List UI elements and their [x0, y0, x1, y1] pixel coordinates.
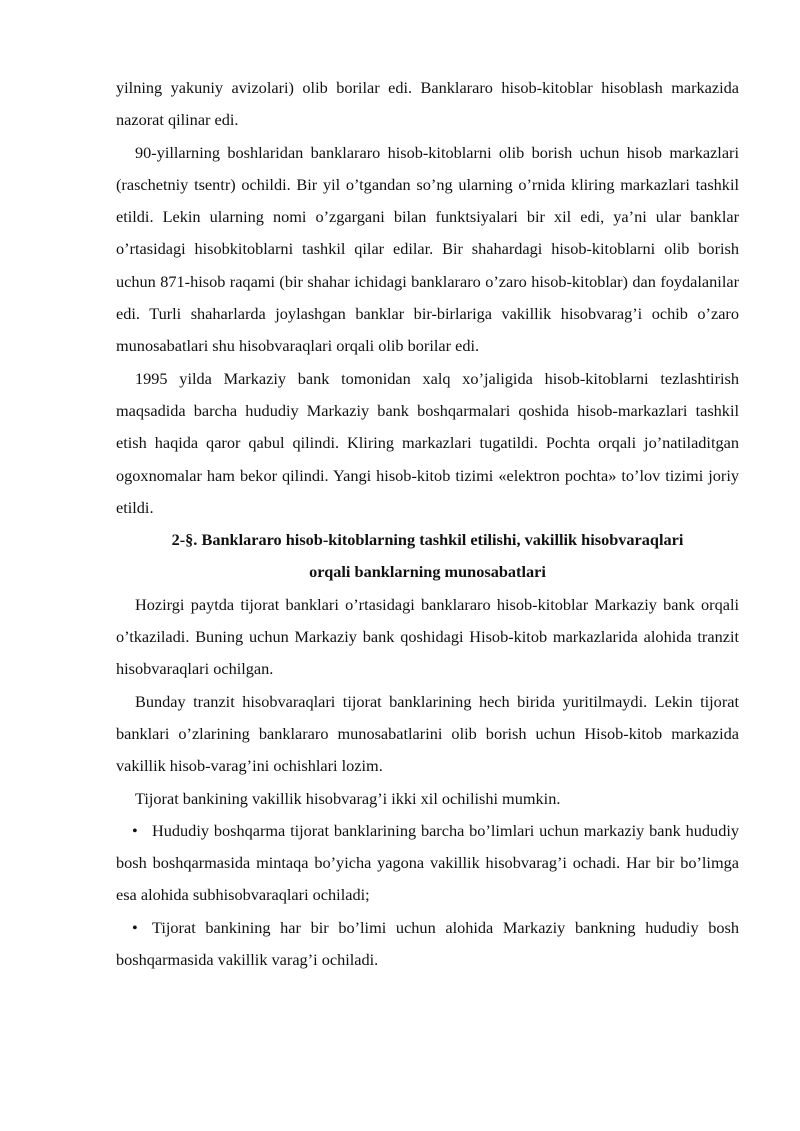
paragraph-90s-history: 90-yillarning boshlaridan banklararo hisob-kitoblarni olib borish uchun hisob markazlari (raschetniy tsentr) ochildi. Bir yil o’tgandan so’ng ularning o’rnida kliring markazlari tashkil etildi. Lekin ularning nomi o’zgargani bilan funktsiyalari bir xil edi, ya’ni ular banklar o’rtasidagi hisobkitoblarni tashkil qilar edilar. Bir shahardagi hisob-kitoblarni olib borish uchun 871-hisob raqami (bir shahar ichidagi banklararo o’zaro hisob-kitoblar) dan foydalanilar edi. Turli shaharlarda joylashgan banklar bir-birlariga vakillik hisobvarag’i ochib o’zaro munosabatlari shu hisobvaraqlari orqali olib borilar edi. [116, 142, 739, 356]
section-heading-line1: 2-§. Banklararo hisob-kitoblarning tashkil etilishi, vakillik hisobvaraqlari [171, 530, 684, 550]
bullet-item-regional [116, 815, 739, 912]
bullet-item-branch [116, 912, 739, 977]
paragraph-continuation: yilning yakuniy avizolari) olib borilar edi. Banklararo hisob-kitoblar hisoblash markazida nazorat qilinar edi. [116, 78, 739, 130]
bullet-marker: • [132, 820, 138, 840]
bullet-marker: • [132, 917, 138, 937]
paragraph-1995-reform: 1995 yilda Markaziy bank tomonidan xalq xo’jaligida hisob-kitoblarni tezlashtirish maqsadida barcha hududiy Markaziy bank boshqarmalari qoshida hisob-markazlari tashkil etish haqida qaror qabul qilindi. Kliring markazlari tugatildi. Pochta orqali jo’natiladitgan ogoxnomalar ham bekor qilindi. Yangi hisob-kitob tizimi «elektron pochta» to’lov tizimi joriy etildi. [116, 368, 739, 517]
section-heading-line2: orqali banklarning munosabatlari [309, 562, 546, 582]
section-heading [116, 524, 739, 589]
paragraph-two-ways: Tijorat bankining vakillik hisobvarag’i ikki xil ochilishi mumkin. [135, 788, 561, 808]
paragraph-current-settlements: Hozirgi paytda tijorat banklari o’rtasidagi banklararo hisob-kitoblar Markaziy bank orqali o’tkaziladi. Buning uchun Markaziy bank qoshidagi Hisob-kitob markazlarida alohida tranzit hisobvaraqlari ochilgan. [116, 594, 739, 679]
document-page [116, 72, 739, 976]
paragraph-transit-accounts: Bunday tranzit hisobvaraqlari tijorat banklarining hech birida yuritilmaydi. Lekin tijorat banklari o’zlarining banklararo munosabatlarini olib borish uchun Hisob-kitob markazida vakillik hisob-varag’ini ochishlari lozim. [116, 691, 739, 776]
bullet-text: Tijorat bankining har bir bo’limi uchun alohida Markaziy bankning hududiy bosh boshqarmasida vakillik varag’i ochiladi. [116, 917, 739, 970]
bullet-text: Hududiy boshqarma tijorat banklarining barcha bo’limlari uchun markaziy bank hududiy bosh boshqarmasida mintaqa bo’yicha yagona vakillik hisobvarag’i ochadi. Har bir bo’limga esa alohida subhisobvaraqlari ochiladi; [116, 820, 739, 905]
